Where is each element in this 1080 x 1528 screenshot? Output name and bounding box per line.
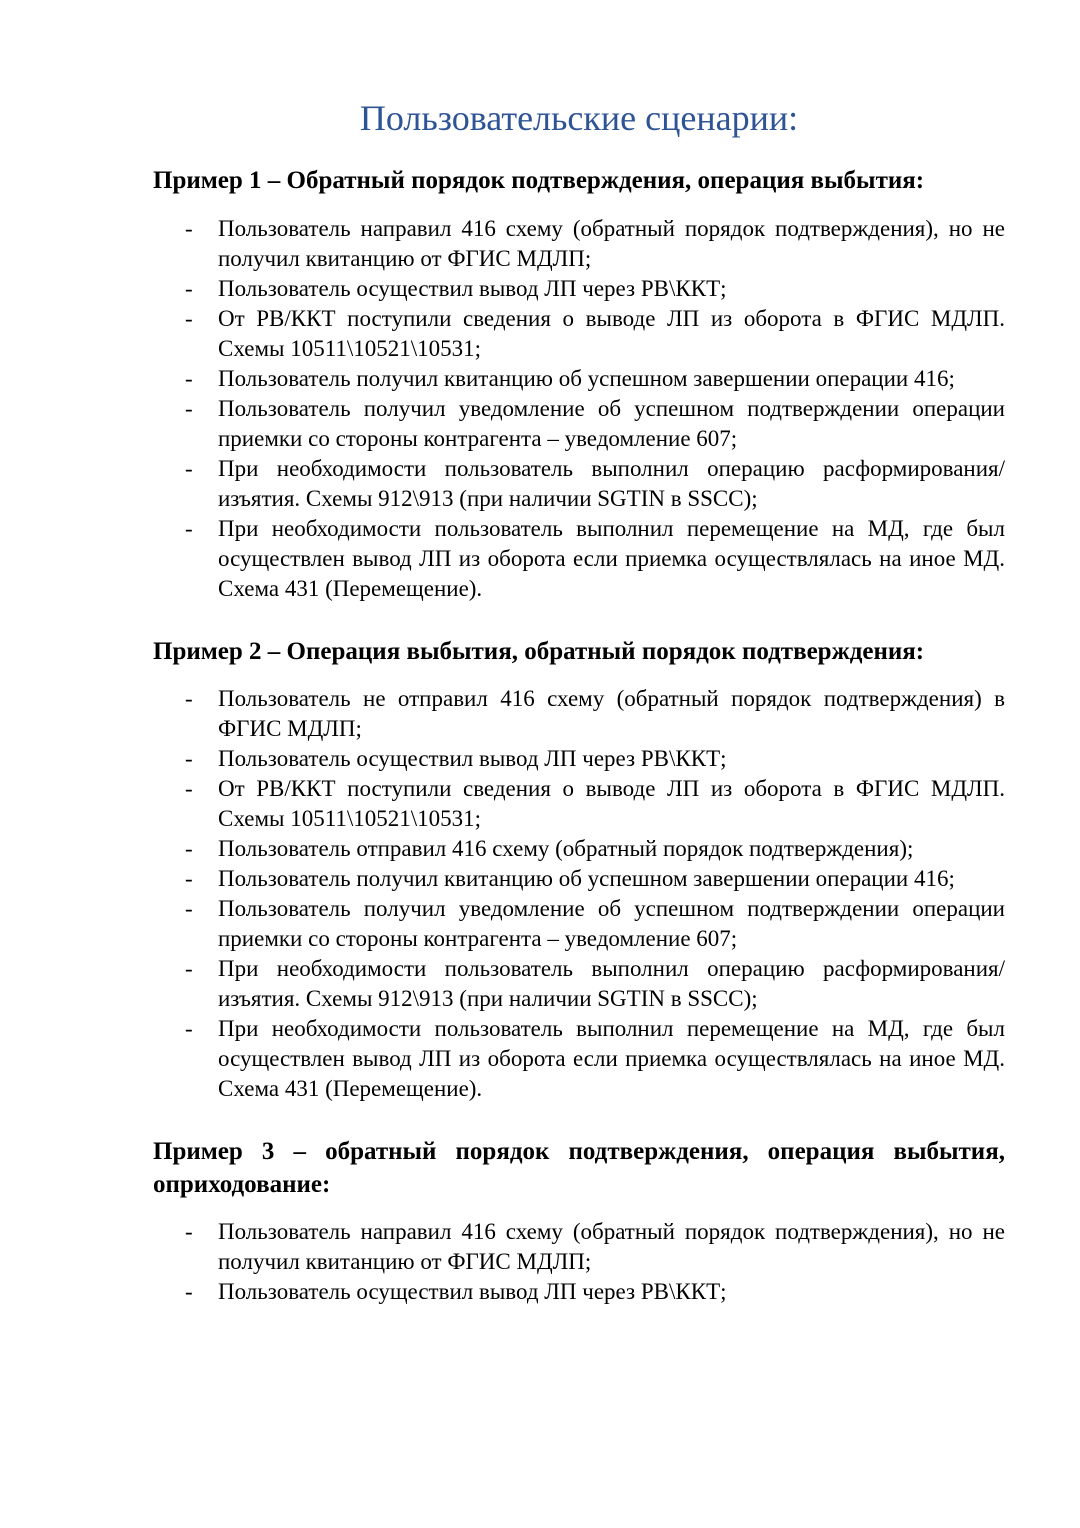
bullet-text: Пользователь получил уведомление об успешном подтверждении операции приемки со стороны контрагента – уведомление 607; — [218, 395, 1005, 451]
scenario-section — [153, 1136, 1005, 1307]
dash-bullet-marker: - — [185, 866, 193, 891]
dash-bullet-marker: - — [185, 686, 193, 711]
sections-container — [153, 165, 1005, 1307]
bullet-item — [153, 864, 1005, 894]
dash-bullet-marker: - — [185, 836, 193, 861]
bullet-text: Пользователь получил квитанцию об успешном завершении операции 416; — [218, 866, 955, 891]
bullet-item — [153, 214, 1005, 274]
dash-bullet-marker: - — [185, 776, 193, 801]
bullet-item — [153, 894, 1005, 954]
bullet-text: От РВ/ККТ поступили сведения о выводе ЛП из оборота в ФГИС МДЛП. Схемы 10511\10521\10531; — [218, 776, 1005, 831]
dash-bullet-marker: - — [185, 305, 193, 331]
bullet-text: Пользователь отправил 416 схему (обратный порядок подтверждения); — [218, 836, 914, 861]
bullet-list — [153, 684, 1005, 1104]
bullet-text: Пользователь осуществил вывод ЛП через РВ\ККТ; — [218, 1279, 727, 1304]
bullet-list — [153, 1217, 1005, 1307]
bullet-list — [153, 214, 1005, 604]
dash-bullet-marker: - — [185, 455, 193, 481]
dash-bullet-marker: - — [185, 395, 193, 421]
section-heading: Пример 3 – обратный порядок подтверждения, операция выбытия, оприходование: — [153, 1138, 1005, 1198]
bullet-item — [153, 394, 1005, 454]
dash-bullet-marker: - — [185, 1279, 193, 1304]
bullet-item — [153, 774, 1005, 834]
page-title: Пользовательские сценарии: — [359, 98, 799, 138]
scenario-section — [153, 165, 1005, 604]
bullet-item — [153, 1277, 1005, 1307]
bullet-item — [153, 454, 1005, 514]
dash-bullet-marker: - — [185, 746, 193, 771]
bullet-text: Пользователь не отправил 416 схему (обратный порядок подтверждения) в ФГИС МДЛП; — [218, 686, 1005, 741]
section-heading: Пример 1 – Обратный порядок подтверждения, операция выбытия: — [153, 167, 925, 194]
dash-bullet-marker: - — [185, 956, 193, 981]
bullet-text: При необходимости пользователь выполнил перемещение на МД, где был осуществлен вывод ЛП из оборота если приемка осуществлялась на иное МД. Схема 431 (Перемещение). — [218, 515, 1005, 601]
bullet-item — [153, 954, 1005, 1014]
bullet-text: При необходимости пользователь выполнил операцию расформирования/изъятия. Схемы 912\913 (при наличии SGTIN в SSCC); — [218, 455, 1005, 511]
bullet-item — [153, 364, 1005, 394]
bullet-text: При необходимости пользователь выполнил перемещение на МД, где был осуществлен вывод ЛП из оборота если приемка осуществлялась на иное МД. Схема 431 (Перемещение). — [218, 1016, 1005, 1101]
scenario-section — [153, 636, 1005, 1105]
bullet-text: Пользователь осуществил вывод ЛП через РВ\ККТ; — [218, 275, 727, 301]
bullet-text: Пользователь направил 416 схему (обратный порядок подтверждения), но не получил квитанцию от ФГИС МДЛП; — [218, 215, 1005, 271]
bullet-item — [153, 1014, 1005, 1104]
dash-bullet-marker: - — [185, 1016, 193, 1041]
dash-bullet-marker: - — [185, 896, 193, 921]
bullet-text: От РВ/ККТ поступили сведения о выводе ЛП из оборота в ФГИС МДЛП. Схемы 10511\10521\10531; — [218, 305, 1005, 361]
dash-bullet-marker: - — [185, 215, 193, 241]
dash-bullet-marker: - — [185, 275, 193, 301]
bullet-item — [153, 274, 1005, 304]
bullet-text: Пользователь получил уведомление об успешном подтверждении операции приемки со стороны контрагента – уведомление 607; — [218, 896, 1005, 951]
dash-bullet-marker: - — [185, 515, 193, 541]
bullet-item — [153, 744, 1005, 774]
bullet-item — [153, 834, 1005, 864]
bullet-text: Пользователь направил 416 схему (обратный порядок подтверждения), но не получил квитанцию от ФГИС МДЛП; — [218, 1219, 1005, 1274]
bullet-text: При необходимости пользователь выполнил операцию расформирования/изъятия. Схемы 912\913 (при наличии SGTIN в SSCC); — [218, 956, 1005, 1011]
dash-bullet-marker: - — [185, 365, 193, 391]
bullet-item — [153, 514, 1005, 604]
bullet-item — [153, 1217, 1005, 1277]
dash-bullet-marker: - — [185, 1219, 193, 1244]
bullet-text: Пользователь осуществил вывод ЛП через РВ\ККТ; — [218, 746, 727, 771]
bullet-text: Пользователь получил квитанцию об успешном завершении операции 416; — [218, 365, 955, 391]
bullet-item — [153, 304, 1005, 364]
section-heading: Пример 2 – Операция выбытия, обратный порядок подтверждения: — [153, 637, 925, 665]
bullet-item — [153, 684, 1005, 744]
